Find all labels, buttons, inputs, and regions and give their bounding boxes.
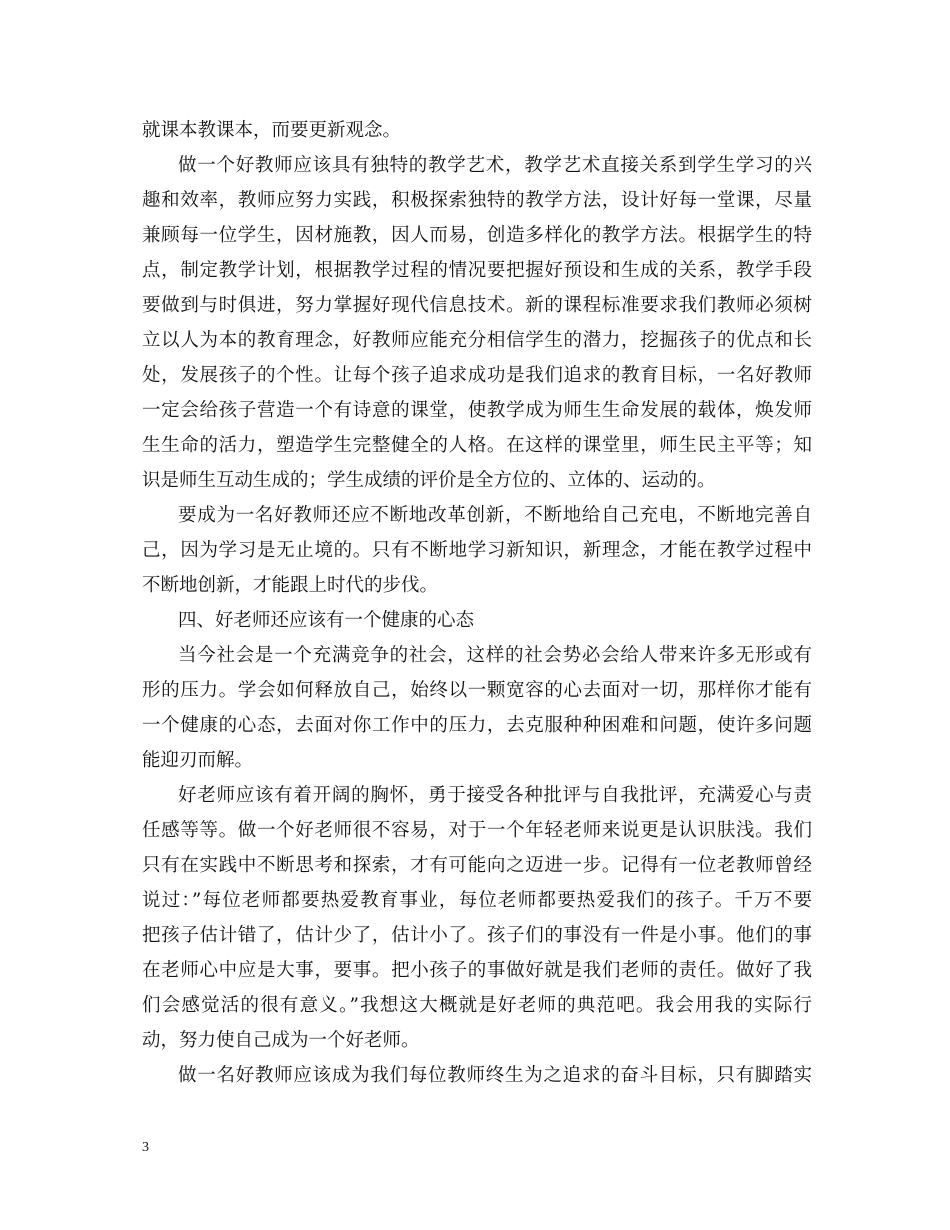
text-line: 形的压力。学会如何释放自己，始终以一颗宽容的心去面对一切，那样你才能有 <box>142 680 812 701</box>
text-line: 兼顾每一位学生，因材施教，因人而易，创造多样化的教学方法。根据学生的特 <box>142 225 812 246</box>
text-line: 处，发展孩子的个性。让每个孩子追求成功是我们追求的教育目标，一名好教师 <box>142 365 812 386</box>
paragraph-first-line: 要成为一名好教师还应不断地改革创新，不断地给自己充电，不断地完善自 <box>178 505 812 526</box>
paragraph-first-line: 当今社会是一个充满竞争的社会，这样的社会势必会给人带来许多无形或有 <box>178 645 812 666</box>
paragraph-first-line: 好老师应该有着开阔的胸怀，勇于接受各种批评与自我批评，充满爱心与责 <box>178 785 812 806</box>
page-number: 3 <box>142 1140 149 1155</box>
text-line: 任感等等。做一个好老师很不容易，对于一个年轻老师来说更是认识肤浅。我们 <box>142 820 812 841</box>
text-line: 们会感觉活的很有意义。”我想这大概就是好老师的典范吧。我会用我的实际行 <box>142 995 812 1016</box>
text-line: 一个健康的心态，去面对你工作中的压力，去克服种种困难和问题，使许多问题 <box>142 715 812 736</box>
paragraph-first-line: 做一个好教师应该具有独特的教学艺术，教学艺术直接关系到学生学习的兴 <box>178 155 812 176</box>
text-line: 己，因为学习是无止境的。只有不断地学习新知识，新理念，才能在教学过程中 <box>142 540 812 561</box>
paragraph-first-line: 做一名好教师应该成为我们每位教师终生为之追求的奋斗目标，只有脚踏实 <box>178 1065 812 1086</box>
text-line: 趣和效率，教师应努力实践，积极探索独特的教学方法，设计好每一堂课，尽量 <box>142 190 812 211</box>
text-line: 点，制定教学计划，根据教学过程的情况要把握好预设和生成的关系，教学手段 <box>142 260 812 281</box>
text-line: 在老师心中应是大事，要事。把小孩子的事做好就是我们老师的责任。做好了我 <box>142 960 812 981</box>
section-heading: 四、好老师还应该有一个健康的心态 <box>178 610 475 631</box>
text-line: 要做到与时俱进，努力掌握好现代信息技术。新的课程标准要求我们教师必须树 <box>142 295 812 316</box>
text-line: 立以人为本的教育理念，好教师应能充分相信学生的潜力，挖掘孩子的优点和长 <box>142 330 812 351</box>
text-line: 一定会给孩子营造一个有诗意的课堂，使教学成为师生生命发展的载体，焕发师 <box>142 400 812 421</box>
text-line: 就课本教课本，而要更新观念。 <box>142 120 402 141</box>
text-line: 不断地创新，才能跟上时代的步伐。 <box>142 575 439 596</box>
text-line: 说过：”每位老师都要热爱教育事业，每位老师都要热爱我们的孩子。千万不要 <box>142 890 812 911</box>
text-line: 动，努力使自己成为一个好老师。 <box>142 1030 420 1051</box>
text-line: 把孩子估计错了，估计少了，估计小了。孩子们的事没有一件是小事。他们的事 <box>142 925 812 946</box>
text-line: 识是师生互动生成的；学生成绩的评价是全方位的、立体的、运动的。 <box>142 470 716 491</box>
text-line: 只有在实践中不断思考和探索，才有可能向之迈进一步。记得有一位老教师曾经 <box>142 855 812 876</box>
text-line: 生生命的活力，塑造学生完整健全的人格。在这样的课堂里，师生民主平等；知 <box>142 435 812 456</box>
text-line: 能迎刃而解。 <box>142 750 254 771</box>
